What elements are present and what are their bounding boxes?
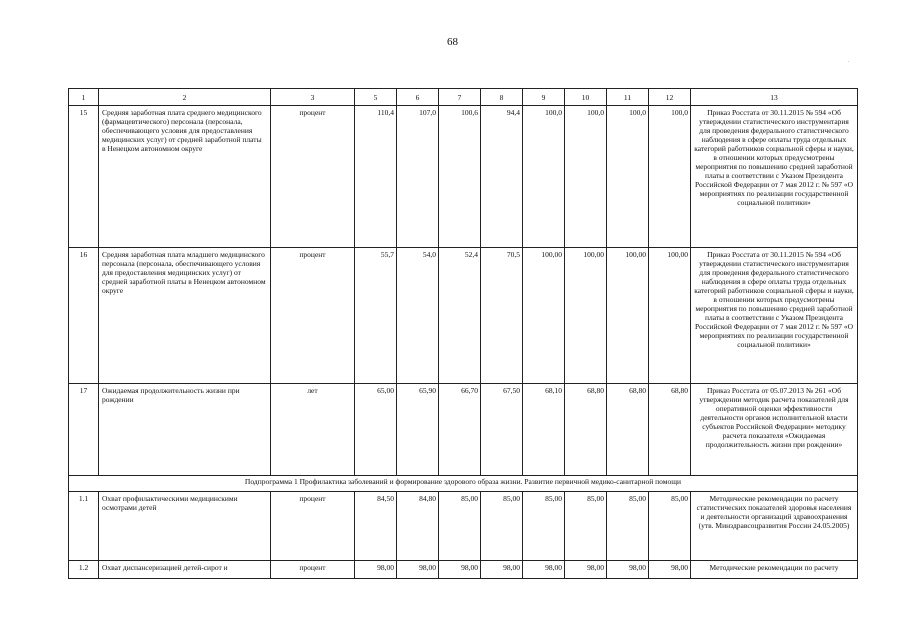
row-number: 1.2 <box>69 561 99 579</box>
value-cell: 107,0 <box>397 106 439 248</box>
value-cell: 98,00 <box>607 561 649 579</box>
value-cell: 98,00 <box>355 561 397 579</box>
value-cell: 68,80 <box>565 384 607 476</box>
indicator-name: Средняя заработная плата среднего медицинского (фармацевтического) персонала (персонала, обеспечивающего условия для предоставления медицинских услуг) от средней заработной платы в Ненецком автономном округе <box>99 106 271 248</box>
header-cell: 5 <box>355 89 397 106</box>
value-cell: 98,00 <box>481 561 523 579</box>
value-cell: 65,90 <box>397 384 439 476</box>
table-row <box>69 492 858 561</box>
value-cell: 100,6 <box>439 106 481 248</box>
value-cell: 100,00 <box>649 248 691 384</box>
table-row <box>69 561 858 579</box>
source-cell: Методические рекомендации по расчету статистических показателей здоровья населения и деятельности организаций здравоохранения (утв. Минздравсоцразвития России 24.05.2005) <box>691 492 858 561</box>
header-cell: 8 <box>481 89 523 106</box>
indicators-table <box>68 88 858 579</box>
source-cell: Приказ Росстата от 30.11.2015 № 594 «Об утверждении статистического инструментария для проведения федерального статистического наблюдения в сфере оплаты труда отдельных категорий работников социальной сферы и науки, в отношении которых предусмотрены мероприятия по повышению средней заработной платы в соответствии с Указом Президента Российской Федерации от 7 мая 2012 г. № 597 «О мероприятиях по реализации государственной социальной политики» <box>691 248 858 384</box>
header-cell: 10 <box>565 89 607 106</box>
value-cell: 100,00 <box>565 248 607 384</box>
header-cell: 11 <box>607 89 649 106</box>
value-cell: 98,00 <box>523 561 565 579</box>
header-cell: 3 <box>271 89 355 106</box>
value-cell: 52,4 <box>439 248 481 384</box>
unit-cell: процент <box>271 248 355 384</box>
value-cell: 84,80 <box>397 492 439 561</box>
unit-cell: лет <box>271 384 355 476</box>
value-cell: 67,50 <box>481 384 523 476</box>
value-cell: 100,0 <box>565 106 607 248</box>
header-cell: 2 <box>99 89 271 106</box>
value-cell: 98,00 <box>439 561 481 579</box>
value-cell: 70,5 <box>481 248 523 384</box>
source-cell: Приказ Росстата от 05.07.2013 № 261 «Об утверждении методик расчета показателей для оперативной оценки эффективности деятельности органов исполнительной власти субъектов Российской Федерации» методику расчета показателя «Ожидаемая продолжительность жизни при рождении» <box>691 384 858 476</box>
source-cell: Методические рекомендации по расчету <box>691 561 858 579</box>
unit-cell: процент <box>271 492 355 561</box>
table-row <box>69 106 858 248</box>
header-cell: 7 <box>439 89 481 106</box>
stray-mark: . <box>848 58 850 64</box>
row-number: 17 <box>69 384 99 476</box>
value-cell: 110,4 <box>355 106 397 248</box>
value-cell: 94,4 <box>481 106 523 248</box>
header-cell: 13 <box>691 89 858 106</box>
header-cell: 9 <box>523 89 565 106</box>
value-cell: 100,00 <box>523 248 565 384</box>
value-cell: 100,0 <box>523 106 565 248</box>
value-cell: 85,00 <box>607 492 649 561</box>
value-cell: 85,00 <box>439 492 481 561</box>
value-cell: 100,0 <box>649 106 691 248</box>
value-cell: 98,00 <box>649 561 691 579</box>
row-number: 1.1 <box>69 492 99 561</box>
value-cell: 100,0 <box>607 106 649 248</box>
row-number: 16 <box>69 248 99 384</box>
row-number: 15 <box>69 106 99 248</box>
value-cell: 85,00 <box>481 492 523 561</box>
value-cell: 98,00 <box>565 561 607 579</box>
page-number: 68 <box>447 36 458 48</box>
value-cell: 66,70 <box>439 384 481 476</box>
value-cell: 55,7 <box>355 248 397 384</box>
subprogram-row <box>69 476 858 492</box>
value-cell: 68,10 <box>523 384 565 476</box>
value-cell: 85,00 <box>649 492 691 561</box>
indicator-name: Охват диспансеризацией детей-сирот и <box>99 561 271 579</box>
value-cell: 84,50 <box>355 492 397 561</box>
header-cell: 1 <box>69 89 99 106</box>
value-cell: 65,00 <box>355 384 397 476</box>
indicator-name: Ожидаемая продолжительность жизни при рождении <box>99 384 271 476</box>
indicator-name: Охват профилактическими медицинскими осмотрами детей <box>99 492 271 561</box>
value-cell: 85,00 <box>565 492 607 561</box>
value-cell: 68,80 <box>649 384 691 476</box>
subprogram-title: Подпрограмма 1 Профилактика заболеваний и формирование здорового образа жизни. Развитие первичной медико-санитарной помощи <box>69 476 858 492</box>
unit-cell: процент <box>271 106 355 248</box>
header-row <box>69 89 858 106</box>
value-cell: 54,0 <box>397 248 439 384</box>
unit-cell: процент <box>271 561 355 579</box>
header-cell: 12 <box>649 89 691 106</box>
table-row <box>69 384 858 476</box>
value-cell: 85,00 <box>523 492 565 561</box>
indicator-name: Средняя заработная плата младшего медицинского персонала (персонала, обеспечивающего условия для предоставления медицинских услуг) от средней заработной платы в Ненецком автономном округе <box>99 248 271 384</box>
header-cell: 6 <box>397 89 439 106</box>
value-cell: 100,00 <box>607 248 649 384</box>
table-row <box>69 248 858 384</box>
value-cell: 98,00 <box>397 561 439 579</box>
source-cell: Приказ Росстата от 30.11.2015 № 594 «Об утверждении статистического инструментария для проведения федерального статистического наблюдения в сфере оплаты труда отдельных категорий работников социальной сферы и науки, в отношении которых предусмотрены мероприятия по повышению средней заработной платы в соответствии с Указом Президента Российской Федерации от 7 мая 2012 г. № 597 «О мероприятиях по реализации государственной социальной политики» <box>691 106 858 248</box>
value-cell: 68,80 <box>607 384 649 476</box>
